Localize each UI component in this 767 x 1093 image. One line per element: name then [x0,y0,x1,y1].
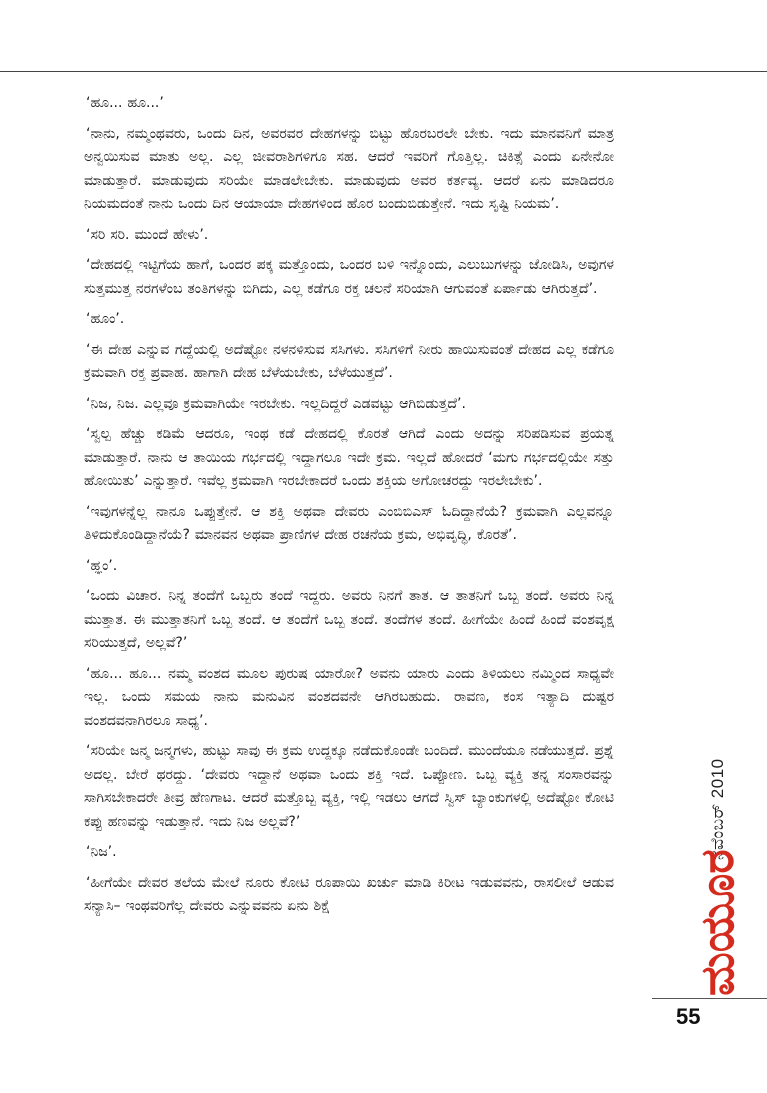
article-paragraph: ‘ಇವುಗಳನ್ನೆಲ್ಲ ನಾನೂ ಒಪ್ಪುತ್ತೇನೆ. ಆ ಶಕ್ತಿ ಅಥವಾ ದೇವರು ಎಂಬಿಬಿಎಸ್ ಓದಿದ್ದಾನೆಯೆ? ಕ್ರಮವಾಗಿ ಎಲ್ಲವನ್ನೂ ತಿಳಿದುಕೊಂಡಿದ್ದಾನೆಯೆ? ಮಾನವನ ಅಥವಾ ಪ್ರಾಣಿಗಳ ದೇಹ ರಚನೆಯ ಕ್ರಮ, ಅಭಿವೃದ್ಧಿ, ಕೊರತೆ’. [84,503,614,543]
article-paragraph: ‘ಹೂ... ಹೂ... ನಮ್ಮ ವಂಶದ ಮೂಲ ಪುರುಷ ಯಾರೋ? ಅವನು ಯಾರು ಎಂದು ತಿಳಿಯಲು ನಮ್ಮಿಂದ ಸಾಧ್ಯವೇ ಇಲ್ಲ. ಒಂದು ಸಮಯ ನಾನು ಮನುವಿನ ವಂಶದವನೇ ಆಗಿರಬಹುದು. ರಾವಣ, ಕಂಸ ಇತ್ಯಾದಿ ದುಷ್ಟರ ವಂಶದವನಾಗಿರಲೂ ಸಾಧ್ಯ’. [84,665,614,729]
article-paragraph: ‘ಸರಿ ಸರಿ. ಮುಂದೆ ಹೇಳು’. [86,226,209,243]
article-paragraph: ‘ಹೂ... ಹೂ...’ [86,95,164,111]
article-paragraph: ‘ಸರಿಯೇ ಜನ್ಮ ಜನ್ಮಗಳು, ಹುಟ್ಟು ಸಾವು ಈ ಕ್ರಮ ಉದ್ದಕ್ಕೂ ನಡೆದುಕೊಂಡೇ ಬಂದಿದೆ. ಮುಂದೆಯೂ ನಡೆಯುತ್ತದೆ. ಪ್ರಶ್ನೆ ಅದಲ್ಲ. ಬೇರೆ ಥರದ್ದು. ‘ದೇವರು ಇದ್ದಾನೆ ಅಥವಾ ಒಂದು ಶಕ್ತಿ ಇದೆ. ಒಪ್ಪೋಣ. ಒಬ್ಬ ವ್ಯಕ್ತಿ ತನ್ನ ಸಂಸಾರವನ್ನು ಸಾಗಿಸಬೇಕಾದರೇ ತೀವ್ರ ಹೆಣಗಾಟ. ಆದರೆ ಮತ್ತೊಬ್ಬ ವ್ಯಕ್ತಿ, ಇಲ್ಲಿ ಇಡಲು ಆಗದೆ ಸ್ವಿಸ್ ಬ್ಯಾಂಕುಗಳಲ್ಲಿ ಅದೆಷ್ಟೋ ಕೋಟಿ ಕಪ್ಪು ಹಣವನ್ನು ಇಡುತ್ತಾನೆ. ಇದು ನಿಜ ಅಲ್ಲವೆ?’ [84,743,614,830]
magazine-masthead [690,849,744,996]
header-rule [0,71,767,72]
article-paragraph: ‘ಒಂದು ವಿಚಾರ. ನಿನ್ನ ತಂದೆಗೆ ಒಬ್ಬರು ತಂದೆ ಇದ್ದರು. ಅವರು ನಿನಗೆ ತಾತ. ಆ ತಾತನಿಗೆ ಒಬ್ಬ ತಂದೆ. ಅವರು ನಿನ್ನ ಮುತ್ತಾತ. ಈ ಮುತ್ತಾತನಿಗೆ ಒಬ್ಬ ತಂದೆ. ಆ ತಂದೆಗೆ ಒಬ್ಬ ತಂದೆ. ತಂದೆಗಳ ತಂದೆ. ಹೀಗೆಯೇ ಹಿಂದೆ ಹಿಂದೆ ವಂಶವೃಕ್ಷ ಸರಿಯುತ್ತದೆ, ಅಲ್ಲವೆ?’ [84,588,614,651]
article-paragraph: ‘ನಿಜ, ನಿಜ. ಎಲ್ಲವೂ ಕ್ರಮವಾಗಿಯೇ ಇರಬೇಕು. ಇಲ್ಲದಿದ್ದರೆ ಎಡವಟ್ಟು ಆಗಿಬಿಡುತ್ತದೆ’. [86,395,466,412]
article-paragraph: ‘ನಾನು, ನಮ್ಮಂಥವರು, ಒಂದು ದಿನ, ಅವರವರ ದೇಹಗಳನ್ನು ಬಿಟ್ಟು ಹೊರಬರಲೇ ಬೇಕು. ಇದು ಮಾನವನಿಗೆ ಮಾತ್ರ ಅನ್ವಯಿಸುವ ಮಾತು ಅಲ್ಲ. ಎಲ್ಲ ಜೀವರಾಶಿಗಳಿಗೂ ಸಹ. ಆದರೆ ಇವರಿಗೆ ಗೊತ್ತಿಲ್ಲ. ಚಿಕಿತ್ಸೆ ಎಂದು ಏನೇನೋ ಮಾಡುತ್ತಾರೆ. ಮಾಡುವುದು ಸರಿಯೇ ಮಾಡಲೇಬೇಕು. ಮಾಡುವುದು ಅವರ ಕರ್ತವ್ಯ. ಆದರೆ ಏನು ಮಾಡಿದರೂ ನಿಯಮದಂತೆ ನಾನು ಒಂದು ದಿನ ಆಯಾಯಾ ದೇಹಗಳಿಂದ ಹೊರ ಬಂದುಬಿಡುತ್ತೇನೆ. ಇದು ಸೃಷ್ಟಿ ನಿಯಮ’. [84,125,614,212]
article-paragraph: ‘ಹ್ಞಂ’. [86,557,118,574]
masthead-text: ಮಯೂರ [690,849,744,996]
article-paragraph: ‘ಹೀಗೆಯೇ ದೇವರ ತಲೆಯ ಮೇಲೆ ನೂರು ಕೋಟಿ ರೂಪಾಯಿ ಖರ್ಚು ಮಾಡಿ ಕಿರೀಟ ಇಡುವವನು, ರಾಸಲೀಲೆ ಆಡುವ ಸನ್ಯಾಸಿ– ಇಂಥವರಿಗೆಲ್ಲ ದೇವರು ಎನ್ನುವವನು ಏನು ಶಿಕ್ಷೆ [84,874,614,914]
article-paragraph: ‘ನಿಜ’. [86,844,117,860]
article-paragraph: ‘ದೇಹದಲ್ಲಿ ಇಟ್ಟಿಗೆಯ ಹಾಗೆ, ಒಂದರ ಪಕ್ಕ ಮತ್ತೊಂದು, ಒಂದರ ಬಳಿ ಇನ್ನೊಂದು, ಎಲುಬುಗಳನ್ನು ಜೋಡಿಸಿ, ಅವುಗಳ ಸುತ್ತಮುತ್ತ ನರಗಳೆಂಬ ತಂತಿಗಳನ್ನು ಬಿಗಿದು, ಎಲ್ಲ ಕಡೆಗೂ ರಕ್ತ ಚಲನೆ ಸರಿಯಾಗಿ ಆಗುವಂತೆ ಏರ್ಪಾಡು ಆಗಿರುತ್ತದೆ’. [84,257,614,297]
article-paragraph: ‘ಹೂಂ’. [86,311,125,327]
article-body [84,92,614,926]
footer-rule [652,998,767,999]
magazine-sidebar [638,760,748,1000]
article-paragraph: ‘ಈ ದೇಹ ಎನ್ನುವ ಗದ್ದೆಯಲ್ಲಿ ಅದೆಷ್ಟೋ ನಳನಳಿಸುವ ಸಸಿಗಳು. ಸಸಿಗಳಿಗೆ ನೀರು ಹಾಯಿಸುವಂತೆ ದೇಹದ ಎಲ್ಲ ಕಡೆಗೂ ಕ್ರಮವಾಗಿ ರಕ್ತ ಪ್ರವಾಹ. ಹಾಗಾಗಿ ದೇಹ ಬೆಳೆಯಬೇಕು, ಬೆಳೆಯುತ್ತದೆ’. [84,341,614,381]
page-number: 55 [676,1004,701,1029]
article-paragraph: ‘ಸ್ವಲ್ಪ ಹೆಚ್ಚು ಕಡಿಮೆ ಆದರೂ, ಇಂಥ ಕಡೆ ದೇಹದಲ್ಲಿ ಕೊರತೆ ಆಗಿದೆ ಎಂದು ಅದನ್ನು ಸರಿಪಡಿಸುವ ಪ್ರಯತ್ನ ಮಾಡುತ್ತಾರೆ. ನಾನು ಆ ತಾಯಿಯ ಗರ್ಭದಲ್ಲಿ ಇದ್ದಾಗಲೂ ಇದೇ ಕ್ರಮ. ಇಲ್ಲದೆ ಹೋದರೆ ‘ಮಗು ಗರ್ಭದಲ್ಲಿಯೇ ಸತ್ತು ಹೋಯಿತು’ ಎನ್ನುತ್ತಾರೆ. ಇವೆಲ್ಲ ಕ್ರಮವಾಗಿ ಇರಬೇಕಾದರೆ ಒಂದು ಶಕ್ತಿಯ ಅಗೋಚರದ್ದು ಇರಲೇಬೇಕು’. [84,426,614,489]
issue-date-text: ನವೆಂಬರ್ 2010 [708,758,727,860]
